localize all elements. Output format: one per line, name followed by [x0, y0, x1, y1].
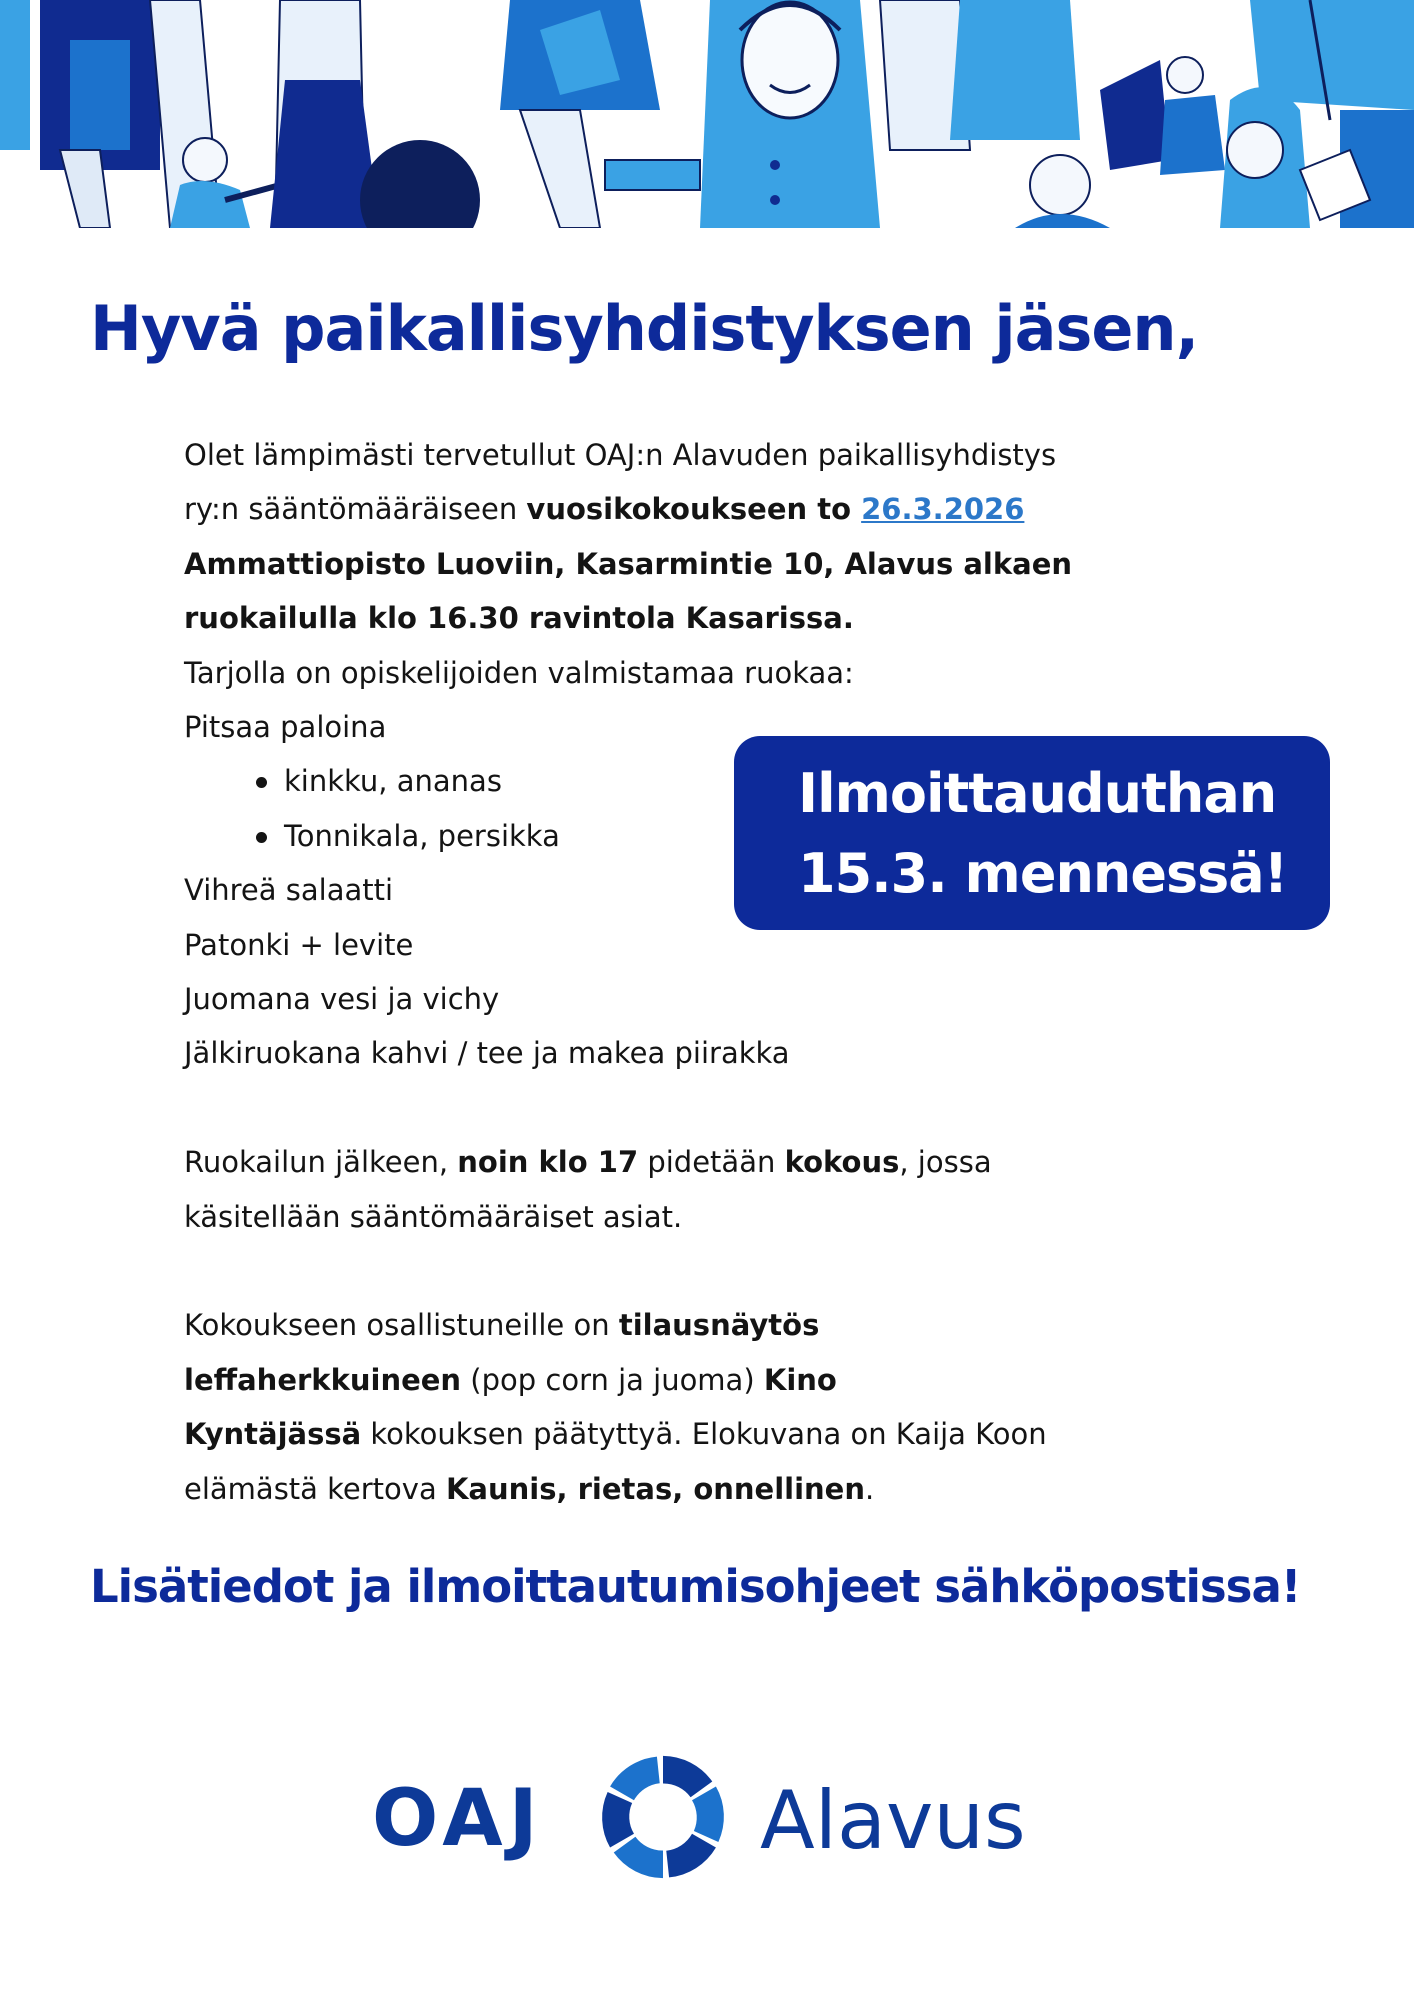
menu-bullet-item: kinkku, ananas — [184, 754, 1144, 808]
callout-line-1: Ilmoittauduthan — [798, 762, 1277, 825]
movie-line-2: leffaherkkuineen (pop corn ja juoma) Kino — [184, 1362, 837, 1397]
meeting-line-1: Ruokailun jälkeen, noin klo 17 pidetään kokous, jossa — [184, 1145, 992, 1180]
logo-org-text: OAJ — [372, 1774, 544, 1864]
more-info-note: Lisätiedot ja ilmoittautumisohjeet sähköpostissa! — [90, 1560, 1301, 1613]
greeting-heading: Hyvä paikallisyhdistyksen jäsen, — [90, 292, 1199, 365]
intro-line-5: Tarjolla on opiskelijoiden valmistamaa ruokaa: — [184, 655, 854, 690]
movie-line-1: Kokoukseen osallistuneille on tilausnäytös — [184, 1308, 820, 1343]
intro-line-3: Ammattiopisto Luoviin, Kasarmintie 10, Alavus alkaen — [184, 546, 1073, 581]
spacer — [184, 1244, 1144, 1298]
menu-item: Patonki + levite — [184, 927, 414, 962]
menu-pizza: Pitsaa paloina — [184, 710, 387, 745]
menu-bullet-item: Tonnikala, persikka — [184, 809, 1144, 863]
meeting-line-2: käsitellään sääntömääräiset asiat. — [184, 1199, 683, 1234]
intro-line-4: ruokailulla klo 16.30 ravintola Kasarissa. — [184, 601, 854, 636]
menu-item: Vihreä salaatti — [184, 873, 394, 908]
registration-deadline-callout — [734, 736, 1330, 930]
oaj-swirl-icon — [594, 1748, 732, 1886]
intro-line-1: Olet lämpimästi tervetullut OAJ:n Alavuden paikallisyhdistys — [184, 438, 1057, 472]
menu-item: Jälkiruokana kahvi / tee ja makea piirakka — [184, 1036, 790, 1071]
logo-place-text: Alavus — [760, 1774, 1026, 1867]
header-illustration — [0, 0, 1414, 228]
oaj-alavus-logo — [372, 1748, 1052, 1888]
invitation-body — [184, 428, 1144, 1516]
spacer — [184, 1081, 1144, 1135]
intro-line-2: ry:n sääntömääräiseen vuosikokoukseen to 26.3.2026 — [184, 492, 1025, 527]
menu-item: Juomana vesi ja vichy — [184, 982, 500, 1017]
meeting-date-link[interactable]: 26.3.2026 — [861, 492, 1025, 527]
callout-line-2: 15.3. mennessä! — [798, 842, 1288, 905]
movie-line-4: elämästä kertova Kaunis, rietas, onnellinen. — [184, 1471, 875, 1506]
movie-line-3: Kyntäjässä kokouksen päätyttyä. Elokuvana on Kaija Koon — [184, 1417, 1047, 1452]
people-collage-illustration — [0, 0, 1414, 228]
